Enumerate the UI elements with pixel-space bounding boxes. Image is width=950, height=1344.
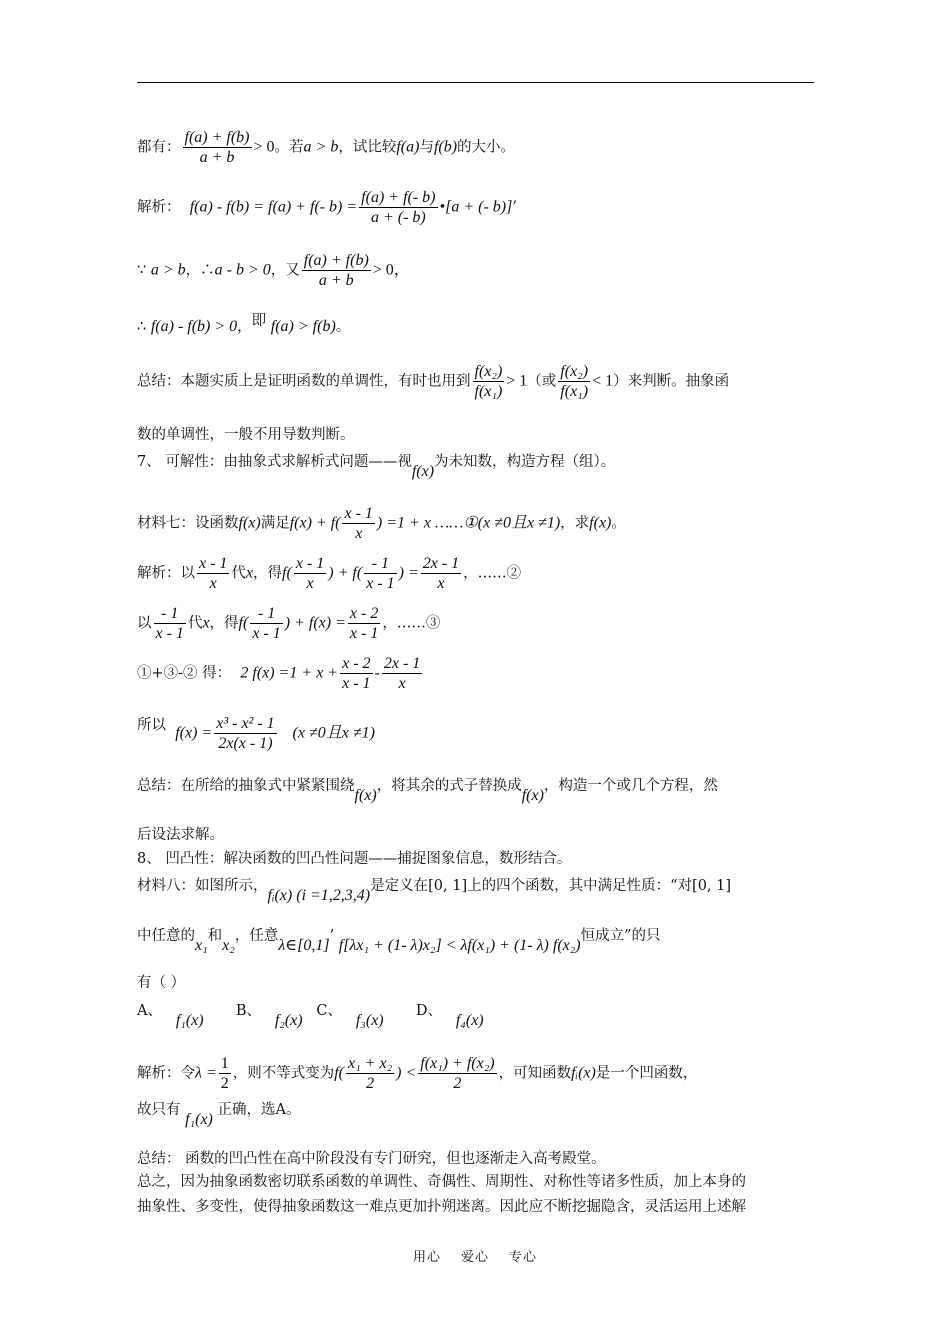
math: f(x) bbox=[238, 514, 261, 532]
numerator: 2x - 1 bbox=[422, 555, 460, 572]
text: 后设法求解。 bbox=[137, 827, 224, 843]
math: < 1 bbox=[592, 372, 614, 390]
math: x bbox=[245, 564, 254, 582]
denominator: x bbox=[355, 525, 363, 542]
page-footer bbox=[0, 1246, 950, 1265]
line-p5 bbox=[137, 362, 817, 401]
math: f(x) + f( bbox=[289, 514, 341, 532]
text: 是定义在[0, 1]上的四个函数，其中满足性质：“对[0, 1] bbox=[370, 878, 732, 894]
text: 。 bbox=[335, 319, 351, 335]
text: 为未知数，构造方程（组）。 bbox=[434, 454, 616, 470]
denominator: x bbox=[209, 575, 217, 592]
line-p4 bbox=[137, 310, 817, 338]
text: 解析：以 bbox=[137, 565, 195, 582]
denominator: a + b bbox=[199, 149, 235, 166]
line-p21 bbox=[137, 1171, 817, 1193]
line-p14 bbox=[137, 875, 817, 904]
footer-text: 爱心 bbox=[460, 1250, 489, 1265]
text: 总之，因为抽象函数密切联系函数的单调性、奇偶性、周期性、对称性等诸多性质，加上本身的 bbox=[137, 1174, 746, 1190]
text: 数的单调性，一般不用导数判断。 bbox=[137, 427, 355, 443]
text: C、 bbox=[316, 1003, 343, 1019]
line-p17 bbox=[137, 1000, 817, 1029]
numerator: x - 2 bbox=[349, 605, 379, 622]
denominator: x - 1 bbox=[366, 575, 395, 592]
math: a > b bbox=[303, 138, 339, 156]
text: 和 bbox=[207, 928, 223, 944]
text: 有（ ） bbox=[137, 975, 186, 991]
math: ) + f(x) = bbox=[284, 614, 346, 632]
numerator: - 1 bbox=[154, 604, 186, 624]
math: f(a) - f(b) > 0 bbox=[150, 318, 238, 335]
text: ，∴ bbox=[185, 262, 215, 279]
text: ，任意 bbox=[234, 928, 279, 944]
text: 总结： 函数的凹凸性在高中阶段没有专门研究，但也逐渐走入高考殿堂。 bbox=[137, 1151, 606, 1167]
fraction bbox=[214, 714, 276, 753]
numerator: x - 1 bbox=[295, 555, 325, 572]
text: 。 bbox=[611, 515, 626, 532]
line-p8 bbox=[137, 554, 817, 593]
text: ①+③-② 得： bbox=[137, 665, 232, 682]
text: 解析： bbox=[137, 199, 181, 216]
text: ∵ bbox=[137, 262, 147, 279]
fraction bbox=[348, 604, 380, 643]
numerator: f(a) + f(b) bbox=[184, 129, 250, 146]
numerator: f(a) + f(b) bbox=[303, 252, 369, 269]
line-p15 bbox=[137, 925, 817, 954]
math: > 1 bbox=[506, 372, 528, 390]
numerator: x - 1 bbox=[199, 555, 228, 572]
math: f₂(x) bbox=[274, 1012, 303, 1029]
line-p19 bbox=[137, 1099, 817, 1128]
text: A、 bbox=[137, 1003, 162, 1019]
denominator: x - 1 bbox=[155, 625, 184, 642]
line-p11 bbox=[137, 714, 817, 753]
text: 正确，选A。 bbox=[217, 1102, 301, 1118]
text: B、 bbox=[235, 1003, 261, 1019]
math: λ = bbox=[195, 1064, 217, 1082]
numerator: x³ - x² - 1 bbox=[216, 715, 275, 732]
line-p20 bbox=[137, 1148, 817, 1170]
denominator: a + (- b) bbox=[370, 209, 426, 226]
text: 总结：在所给的抽象式中紧紧围绕 bbox=[137, 778, 355, 794]
fraction bbox=[250, 604, 282, 643]
line-p2 bbox=[137, 188, 817, 227]
numerator: f(x₂) bbox=[560, 363, 589, 380]
math: x₂ bbox=[222, 937, 235, 954]
math: f(x) bbox=[521, 787, 544, 804]
text: 8、 凹凸性：解决函数的凹凸性问题——捕捉图象信息，数形结合。 bbox=[137, 851, 572, 867]
line-p13 bbox=[137, 848, 817, 870]
text: ，……③ bbox=[382, 615, 441, 632]
line-p12b bbox=[137, 824, 817, 846]
text: D、 bbox=[415, 1003, 443, 1019]
math: f₁(x) bbox=[175, 1012, 204, 1029]
fraction bbox=[154, 604, 186, 643]
text: 是一个凹函数， bbox=[595, 1065, 698, 1082]
footer-text: 用心 bbox=[412, 1250, 441, 1265]
denominator: x - 1 bbox=[349, 625, 379, 642]
line-p22 bbox=[137, 1196, 817, 1218]
text: ，得 bbox=[253, 565, 283, 582]
math: f(x) bbox=[589, 514, 612, 532]
text: ，构造一个或几个方程，然 bbox=[543, 778, 718, 794]
math: f( bbox=[334, 1064, 345, 1082]
denominator: f(x₁) bbox=[474, 383, 503, 400]
text: 都有： bbox=[137, 139, 181, 156]
fraction bbox=[197, 554, 229, 593]
math: fᵢ(x) (i =1,2,3,4) bbox=[267, 887, 371, 904]
denominator: x - 1 bbox=[252, 625, 281, 642]
text: 的大小。 bbox=[457, 139, 516, 156]
text: 代 bbox=[231, 565, 246, 582]
math: a - b > 0 bbox=[214, 261, 271, 279]
line-p18 bbox=[137, 1054, 817, 1093]
denominator: x bbox=[398, 675, 406, 692]
text: 与 bbox=[419, 139, 434, 156]
denominator: 2 bbox=[366, 1075, 375, 1092]
fraction bbox=[359, 188, 437, 227]
numerator: - 1 bbox=[250, 604, 282, 624]
fraction bbox=[418, 1054, 496, 1093]
text: 材料七：设函数 bbox=[137, 515, 239, 532]
text: 。若 bbox=[274, 139, 304, 156]
text: ’ bbox=[512, 199, 517, 216]
line-p5b bbox=[137, 424, 817, 446]
text: ，又 bbox=[270, 262, 300, 279]
text: 满足 bbox=[260, 515, 290, 532]
math: a > b bbox=[150, 261, 186, 279]
fraction bbox=[294, 554, 326, 593]
text: 7、 可解性：由抽象式求解析式问题——视 bbox=[137, 454, 412, 470]
math: f(b) bbox=[433, 138, 458, 156]
math: f₁(x) bbox=[185, 1111, 213, 1128]
text: ，则不等式变为 bbox=[232, 1065, 335, 1082]
math: > 0 bbox=[253, 138, 275, 156]
math: ) < bbox=[396, 1064, 417, 1082]
text: 中任意的 bbox=[137, 928, 195, 944]
numerator: 1 bbox=[220, 1055, 229, 1072]
denominator: x bbox=[437, 575, 445, 592]
line-p7 bbox=[137, 504, 817, 543]
text: 解析：令 bbox=[137, 1065, 195, 1082]
text: ，……② bbox=[463, 565, 522, 582]
math: f( bbox=[238, 614, 249, 632]
line-p1 bbox=[137, 128, 817, 167]
math: ) =1 + x ……①(x ≠0且x ≠1) bbox=[376, 514, 561, 532]
header-rule bbox=[137, 82, 814, 83]
text: 总结：本题实质上是证明函数的单调性，有时也用到 bbox=[137, 373, 471, 390]
math: f(x) = bbox=[175, 724, 213, 742]
text: （或 bbox=[527, 373, 557, 390]
text: ，可知函数 bbox=[498, 1065, 572, 1082]
numerator: f(x₂) bbox=[474, 363, 503, 380]
fraction bbox=[421, 554, 461, 593]
text: ，试比较 bbox=[338, 139, 397, 156]
math: f(a) bbox=[396, 138, 420, 156]
math: x bbox=[202, 614, 210, 632]
math: fᵢ(x) bbox=[571, 1064, 596, 1082]
math: > 0， bbox=[372, 261, 410, 279]
line-p12 bbox=[137, 775, 817, 804]
math: f₄(x) bbox=[455, 1012, 484, 1029]
text: 即 bbox=[251, 313, 267, 329]
math: (x ≠0且x ≠1) bbox=[292, 724, 375, 742]
line-p9 bbox=[137, 604, 817, 643]
denominator: x bbox=[306, 575, 314, 592]
denominator: 2 bbox=[453, 1075, 462, 1092]
numerator: x - 1 bbox=[344, 505, 373, 522]
numerator: f(x₁) + f(x₂) bbox=[420, 1055, 495, 1072]
math: f(x) bbox=[411, 463, 435, 480]
fraction bbox=[340, 654, 372, 693]
math: •[a + (- b)] bbox=[439, 198, 513, 216]
text: 代 bbox=[187, 615, 203, 632]
fraction bbox=[346, 1054, 394, 1093]
fraction bbox=[558, 362, 590, 401]
fraction bbox=[219, 1054, 231, 1093]
text: ∴ bbox=[137, 319, 147, 335]
numerator: f(a) + f(- b) bbox=[361, 189, 436, 206]
math: x₁ bbox=[195, 937, 208, 954]
footer-text: 专心 bbox=[509, 1250, 538, 1265]
text: 抽象性、多变性，使得抽象函数这一难点更加扑朔迷离。因此应不断挖掘隐含，灵活运用上述解 bbox=[137, 1199, 746, 1215]
math: ) + f( bbox=[328, 564, 363, 582]
numerator: x₁ + x₂ bbox=[348, 1055, 393, 1072]
math: λ∈[0,1] bbox=[278, 937, 330, 954]
text: ，将其余的式子替换成 bbox=[376, 778, 522, 794]
denominator: f(x₁) bbox=[560, 383, 589, 400]
line-p16 bbox=[137, 972, 817, 994]
numerator: 2x - 1 bbox=[383, 655, 421, 672]
fraction bbox=[382, 654, 422, 693]
text: 所以 bbox=[137, 717, 166, 734]
denominator: 2 bbox=[220, 1075, 229, 1092]
text: 材料八：如图所示， bbox=[137, 878, 268, 894]
line-p3 bbox=[137, 251, 817, 290]
denominator: a + b bbox=[318, 272, 354, 289]
numerator: x - 2 bbox=[342, 655, 371, 672]
math: f₃(x) bbox=[355, 1012, 384, 1029]
fraction bbox=[183, 128, 252, 167]
text: 恒成立”的只 bbox=[580, 928, 661, 944]
text: 故只有 bbox=[137, 1102, 181, 1118]
math: f( bbox=[282, 564, 292, 582]
text: ’ bbox=[329, 928, 335, 944]
math: f[λx₁ + (1- λ)x₂] < λf(x₁) + (1- λ) f(x₂) bbox=[338, 937, 581, 954]
denominator: x - 1 bbox=[342, 675, 371, 692]
line-p10 bbox=[137, 654, 817, 693]
text: ，得 bbox=[209, 615, 239, 632]
line-p6 bbox=[137, 451, 817, 480]
math: f(a) - f(b) = f(a) + f(- b) = bbox=[189, 198, 358, 216]
fraction bbox=[473, 362, 505, 401]
math: 2 f(x) =1 + x + bbox=[240, 664, 339, 682]
text: ， bbox=[237, 319, 252, 335]
text: 以 bbox=[137, 615, 152, 632]
fraction bbox=[302, 251, 371, 290]
math: f(a) > f(b) bbox=[270, 318, 336, 335]
math: ) = bbox=[398, 564, 419, 582]
denominator: 2x(x - 1) bbox=[218, 735, 273, 752]
fraction bbox=[342, 504, 374, 543]
text: ，求 bbox=[560, 515, 590, 532]
math: f(x) bbox=[354, 787, 377, 804]
math: - bbox=[374, 664, 380, 682]
numerator: - 1 bbox=[364, 554, 396, 574]
fraction bbox=[364, 554, 396, 593]
text: ）来判断。抽象函 bbox=[613, 373, 730, 390]
